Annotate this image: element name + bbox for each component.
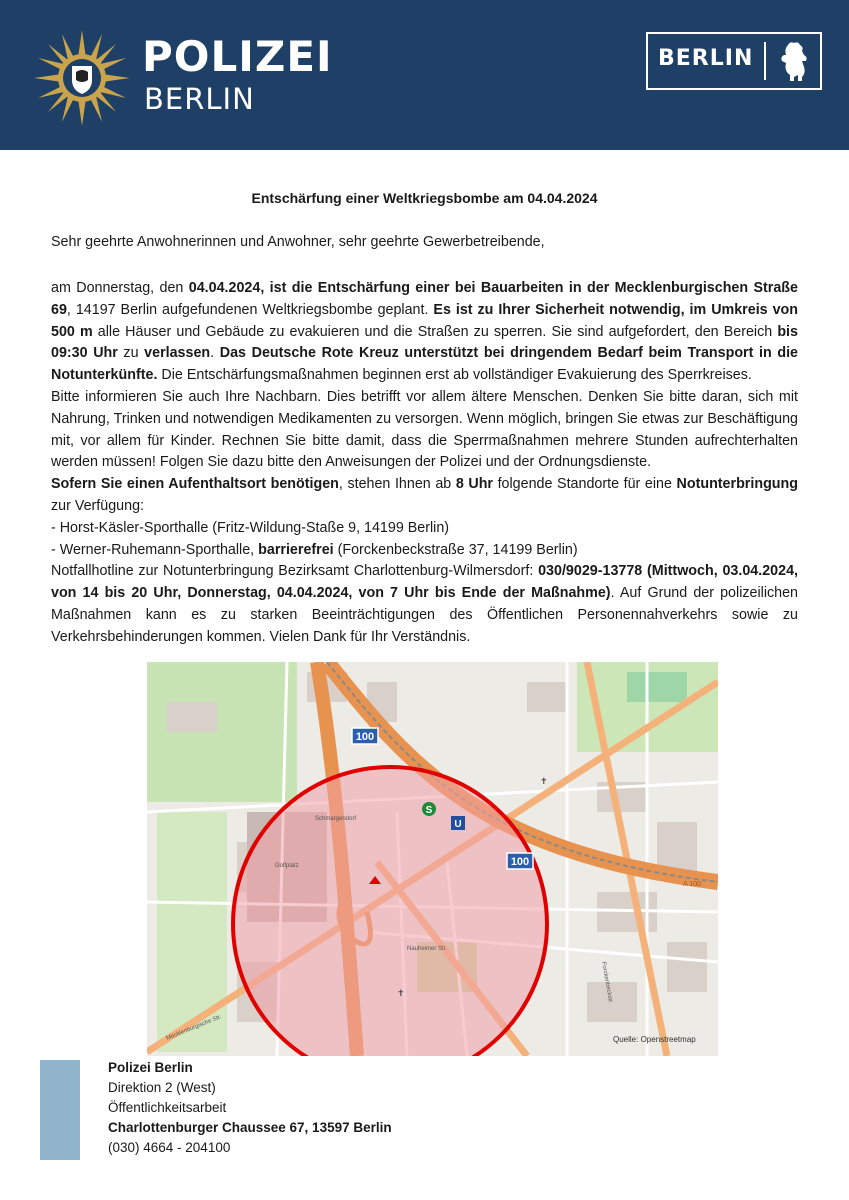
street-label-2: Forckenbeckstr. <box>600 961 614 1005</box>
street-label-1: Mecklenburgische Str. <box>165 1014 223 1042</box>
footer-dept: Direktion 2 (West) <box>108 1080 216 1095</box>
highway-shield-2: 100 <box>510 856 530 868</box>
paragraph-3: Sofern Sie einen Aufenthaltsort benötigen, stehen Ihnen ab 8 Uhr folgende Standorte für eine Notunterbringung zur Verfügung: <box>51 476 799 514</box>
header-banner <box>0 0 849 150</box>
page-title: Entschärfung einer Weltkriegsbombe am 04.04.2024 <box>251 190 598 206</box>
brand-subtitle: BERLIN <box>144 82 255 116</box>
evacuation-zone-circle <box>233 767 547 1056</box>
footer <box>108 1058 392 1158</box>
berlin-logo-text: BERLIN <box>658 46 754 71</box>
footer-address: Charlottenburger Chaussee 67, 13597 Berlin <box>108 1120 392 1135</box>
police-star-icon <box>32 28 132 128</box>
footer-org: Polizei Berlin <box>108 1060 193 1075</box>
berlin-logo-divider <box>764 42 766 80</box>
s-bahn-symbol: S <box>425 805 433 816</box>
paragraph-2: Bitte informieren Sie auch Ihre Nachbarn. Dies betrifft vor allem ältere Menschen. Denken Sie bitte daran, sich mit Nahrung, Trinken und notwendigen Medikamenten zu versorgen. Wenn möglich, bringen Sie etwas zur Beschäftigung mit, vor allem für Kinder. Rechnen Sie bitte damit, dass die Sperrmaßnahmen mehrere Stunden aufrechterhalten werden müssen! Folgen Sie dazu bitte den Anweisungen der Polizei und der Ordnungsdienste. <box>51 388 798 471</box>
footer-unit: Öffentlichkeitsarbeit <box>108 1100 227 1115</box>
paragraph-1: am Donnerstag, den 04.04.2024, ist die Entschärfung einer bei Bauarbeiten in der Mecklenburgischen Straße 69, 14197 Berlin aufgefundenen Weltkriegsbombe geplant. Es ist zu Ihrer Sicherheit notwendig, im Umkreis von 500 m alle Häuser und Gebäude zu evakuieren und die Straßen zu sperren. Sie sind aufgefordert, den Bereich bis 09:30 Uhr zu verlassen. Das Deutsche Rote Kreuz unterstützt bei dringendem Bedarf beim Transport in die Notunterkünfte. Die Entschärfungsmaßnahmen beginnen erst ab vollständiger Evakuierung des Sperrkreises. <box>51 280 798 384</box>
area-label-1: Schmargendorf <box>315 816 357 822</box>
church-icon: ✝ <box>397 989 405 999</box>
footer-phone: (030) 4664 - 204100 <box>108 1140 231 1155</box>
map-canvas <box>147 662 718 1056</box>
street-label-3: Nauheimer Str. <box>407 946 448 952</box>
footer-accent-bar <box>40 1060 80 1160</box>
church-icon: ✝ <box>540 777 548 787</box>
motorway-label: A 100 <box>683 881 701 888</box>
evacuation-map <box>147 662 718 1056</box>
salutation: Sehr geehrte Anwohnerinnen und Anwohner, sehr geehrte Gewerbetreibende, <box>51 234 545 250</box>
berlin-logo <box>646 32 822 90</box>
body-text <box>51 278 798 649</box>
location-1: - Horst-Käsler-Sporthalle (Fritz-Wildung-Staße 9, 14199 Berlin) <box>51 519 450 536</box>
paragraph-4: Notfallhotline zur Notunterbringung Bezirksamt Charlottenburg-Wilmersdorf: 030/9029-13778 (Mittwoch, 03.04.2024, von 14 bis 20 Uhr, Donnerstag, 04.04.2024, von 7 Uhr bis Ende der Maßnahme). Auf Grund der polizeilichen Maßnahmen kann es zu starken Beeinträchtigungen des Öffentlichen Personennahverkehrs sowie zu Verkehrsbehinderungen kommen. Vielen Dank für Ihr Verständnis. <box>51 563 798 645</box>
brand-title: POLIZEI <box>142 32 333 81</box>
u-bahn-symbol: U <box>454 819 462 830</box>
map-source: Quelle: Openstreetmap <box>613 1035 696 1044</box>
berlin-bear-icon <box>774 39 814 83</box>
location-2: - Werner-Ruhemann-Sporthalle, barrierefrei (Forckenbeckstraße 37, 14199 Berlin) <box>51 541 578 558</box>
highway-shield-1: 100 <box>355 731 375 743</box>
area-label-2: Golfplatz <box>275 863 299 869</box>
